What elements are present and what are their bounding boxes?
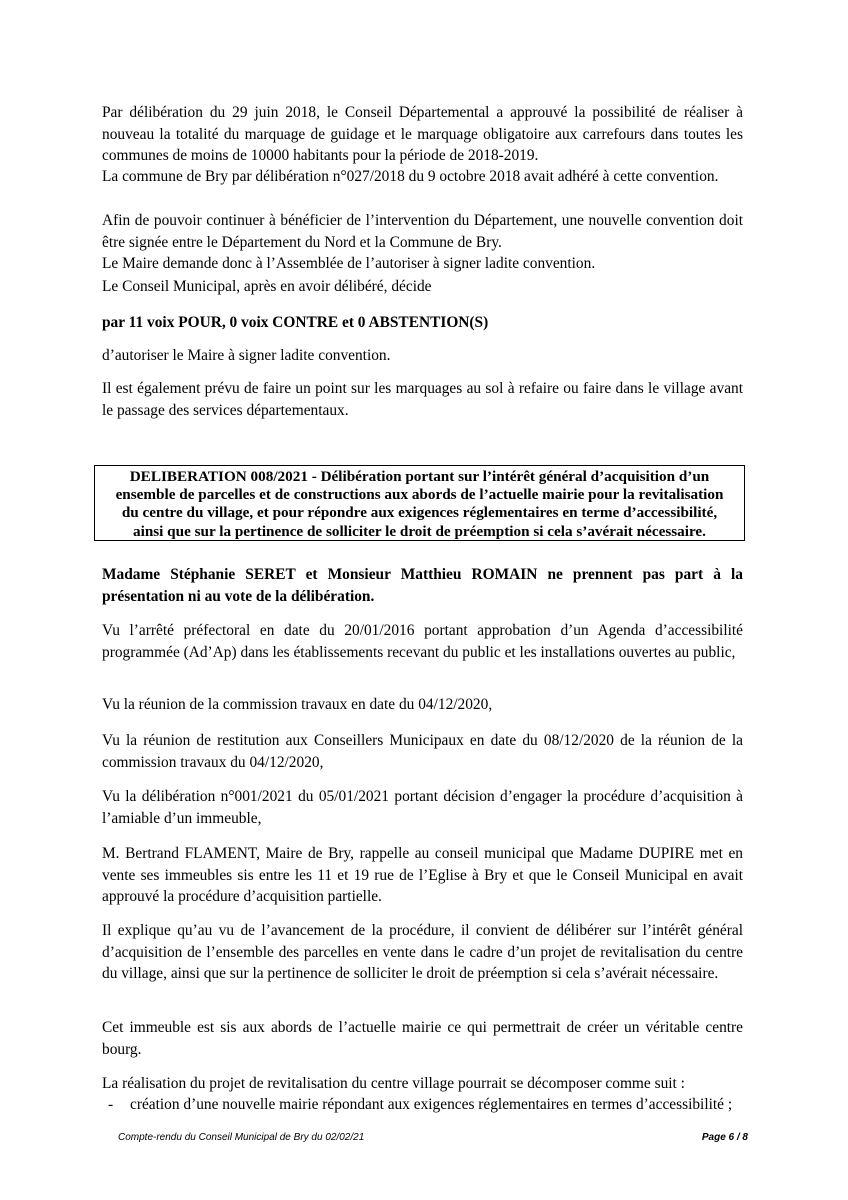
deliberation-title-line: ainsi que sur la pertinence de solliciter le droit de préemption si cela s’avérait nécessaire. bbox=[133, 522, 706, 540]
paragraph-immeuble: Cet immeuble est sis aux abords de l’actuelle mairie ce qui permettrait de créer un véritable centre bourg. bbox=[102, 1019, 743, 1058]
paragraph-non-participation: Madame Stéphanie SERET et Monsieur Matthieu ROMAIN ne prennent pas part à la présentation ni au vote de la délibération. bbox=[102, 566, 743, 605]
deliberation-title-box bbox=[94, 465, 745, 541]
paragraph-conseil-departemental: Par délibération du 29 juin 2018, le Conseil Départemental a approuvé la possibilité de réaliser à nouveau la totalité du marquage de guidage et le marquage obligatoire aux carrefours dans toutes les communes de moins de 10000 habitants pour la période de 2018-2019. bbox=[102, 104, 743, 164]
paragraph-vu-deliberation: Vu la délibération n°001/2021 du 05/01/2021 portant décision d’engager la procédure d’acquisition à l’amiable d’un immeuble, bbox=[102, 788, 743, 827]
paragraph-marquages: Il est également prévu de faire un point sur les marquages au sol à refaire ou faire dans le village avant le passage des services départementaux. bbox=[102, 380, 743, 419]
footer-document-title: Compte-rendu du Conseil Municipal de Bry du 02/02/21 bbox=[118, 1132, 365, 1143]
list-item-text: création d’une nouvelle mairie répondant aux exigences réglementaires en termes d’accessibilité ; bbox=[130, 1096, 733, 1113]
deliberation-title-line: ensemble de parcelles et de constructions aux abords de l’actuelle mairie pour la revitalisation bbox=[115, 486, 724, 504]
paragraph-realisation: La réalisation du projet de revitalisation du centre village pourrait se décomposer comme suit : bbox=[102, 1075, 685, 1092]
paragraph-nouvelle-convention: Afin de pouvoir continuer à bénéficier de l’intervention du Département, une nouvelle convention doit être signée entre le Département du Nord et la Commune de Bry. bbox=[102, 212, 743, 251]
vote-result: par 11 voix POUR, 0 voix CONTRE et 0 ABSTENTION(S) bbox=[102, 314, 489, 331]
paragraph-vu-restitution: Vu la réunion de restitution aux Conseillers Municipaux en date du 08/12/2020 de la réunion de la commission travaux du 04/12/2020, bbox=[102, 732, 743, 771]
deliberation-title-line: du centre du village, et pour répondre aux exigences réglementaires en terme d’accessibilité, bbox=[121, 504, 718, 522]
footer-page-number: Page 6 / 8 bbox=[701, 1132, 748, 1143]
paragraph-vu-commission: Vu la réunion de la commission travaux en date du 04/12/2020, bbox=[102, 696, 493, 713]
deliberation-title-line: DELIBERATION 008/2021 - Délibération portant sur l’intérêt général d’acquisition d’un bbox=[129, 468, 710, 485]
paragraph-il-explique: Il explique qu’au vu de l’avancement de la procédure, il convient de délibérer sur l’intérêt général d’acquisition de l’ensemble des parcelles en vente dans le cadre d’un projet de revitalisation du centre du village, ainsi que sur la pertinence de solliciter le droit de préemption si cela s’avérait nécessaire. bbox=[102, 922, 743, 982]
paragraph-maire-demande: Le Maire demande donc à l’Assemblée de l’autoriser à signer ladite convention. bbox=[102, 255, 596, 272]
paragraph-conseil-decide: Le Conseil Municipal, après en avoir délibéré, décide bbox=[102, 278, 432, 295]
paragraph-adhesion-convention: La commune de Bry par délibération n°027/2018 du 9 octobre 2018 avait adhéré à cette convention. bbox=[102, 168, 719, 185]
paragraph-autoriser: d’autoriser le Maire à signer ladite convention. bbox=[102, 347, 391, 364]
paragraph-maire-rappelle: M. Bertrand FLAMENT, Maire de Bry, rappelle au conseil municipal que Madame DUPIRE met en vente ses immeubles sis entre les 11 et 19 rue de l’Eglise à Bry et que le Conseil Municipal en avait approuvé la procédure d’acquisition partielle. bbox=[102, 845, 743, 905]
paragraph-vu-arrete: Vu l’arrêté préfectoral en date du 20/01/2016 portant approbation d’un Agenda d’accessibilité programmée (Ad’Ap) dans les établissements recevant du public et les installations ouvertes au public, bbox=[102, 622, 743, 661]
list-bullet: - bbox=[108, 1096, 114, 1113]
